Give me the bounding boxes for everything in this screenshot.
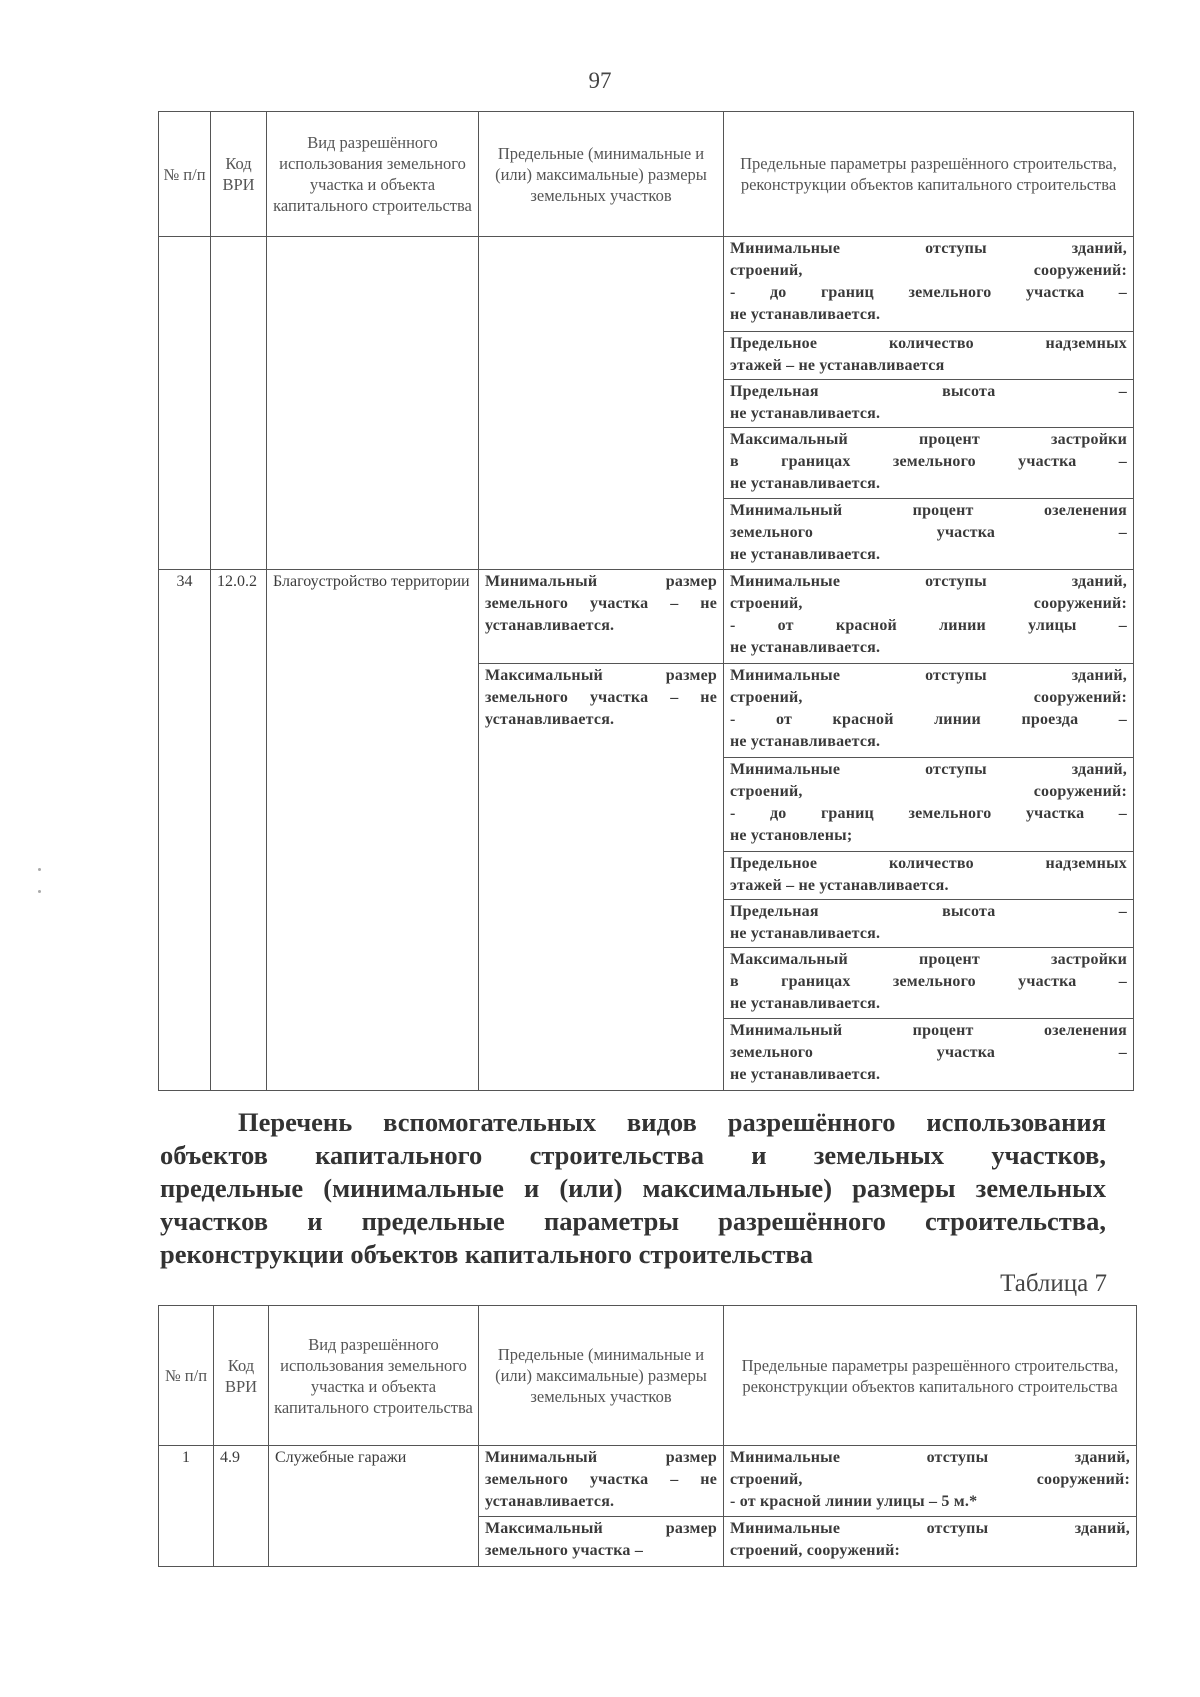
header-code: Код ВРИ <box>211 112 267 237</box>
param-cell <box>724 852 1134 900</box>
param-cell <box>724 948 1134 1019</box>
plot-min-size: Минимальный размер земельного участка – не устанавливается. <box>479 1446 724 1517</box>
row-use-type: Благоустройство территории <box>267 570 479 1091</box>
header-use-type: Вид разрешённого использования земельного участка и объекта капитального строительства <box>267 112 479 237</box>
header-params: Предельные параметры разрешённого строительства, реконструкции объектов капитального строительства <box>724 112 1134 237</box>
section-heading-line: реконструкции объектов капитального строительства <box>160 1239 814 1269</box>
param-cell <box>724 570 1134 664</box>
param-line: Предельное количество надземных <box>730 855 1127 872</box>
param-line: строений, сооружений: <box>730 783 1127 800</box>
param-cell <box>724 664 1134 758</box>
table-7 <box>158 1305 1137 1567</box>
param-line: - от красной линии улицы – <box>730 617 1127 634</box>
table-caption: Таблица 7 <box>1000 1270 1107 1297</box>
param-line: Предельное количество надземных <box>730 335 1127 352</box>
header-use-type: Вид разрешённого использования земельного участка и объекта капитального строительства <box>269 1306 479 1446</box>
param-line: строений, сооружений: <box>730 689 1127 706</box>
param-line: в границах земельного участка – <box>730 453 1127 470</box>
param-line: Минимальные отступы зданий, <box>730 761 1127 778</box>
param-line: Минимальный процент озеленения <box>730 502 1127 519</box>
header-num: № п/п <box>159 112 211 237</box>
param-line: Минимальные отступы зданий, <box>730 240 1127 257</box>
scan-speck <box>38 868 41 871</box>
param-cell <box>724 900 1134 948</box>
row-code: 4.9 <box>214 1446 269 1567</box>
header-params: Предельные параметры разрешённого строительства, реконструкции объектов капитального строительства <box>724 1306 1137 1446</box>
header-num: № п/п <box>159 1306 214 1446</box>
param-line: Предельная высота – <box>730 383 1127 400</box>
param-line: этажей – не устанавливается <box>730 357 945 374</box>
param-line: строений, сооружений: <box>730 1542 901 1559</box>
param-line: не устанавливается. <box>730 925 881 942</box>
header-code: Код ВРИ <box>214 1306 269 1446</box>
param-line: не устанавливается. <box>730 1066 881 1083</box>
section-heading-line: объектов капитального строительства и земельных участков, <box>160 1140 1106 1170</box>
param-cell <box>724 332 1134 380</box>
param-line: строений, сооружений: <box>730 262 1127 279</box>
row-use-type: Служебные гаражи <box>269 1446 479 1567</box>
param-cell <box>724 380 1134 428</box>
param-cell <box>724 758 1134 852</box>
param-line: не устанавливается. <box>730 475 881 492</box>
param-line: - от красной линии улицы – 5 м.* <box>730 1493 978 1510</box>
param-line: Минимальные отступы зданий, <box>730 573 1127 590</box>
row-number: 1 <box>159 1446 214 1567</box>
param-line: - от красной линии проезда – <box>730 711 1127 728</box>
param-line: в границах земельного участка – <box>730 973 1127 990</box>
section-heading <box>160 1106 1106 1271</box>
param-line: не устанавливается. <box>730 306 881 323</box>
param-line: Максимальный процент застройки <box>730 431 1127 448</box>
param-cell <box>724 1019 1134 1091</box>
param-line: Минимальный процент озеленения <box>730 1022 1127 1039</box>
param-line: не устанавливается. <box>730 405 881 422</box>
row-number: 34 <box>159 570 211 1091</box>
plot-max-size: Максимальный размер земельного участка – <box>479 1517 724 1567</box>
row-code: 12.0.2 <box>211 570 267 1091</box>
section-heading-line: участков и предельные параметры разрешённого строительства, <box>160 1206 1106 1236</box>
param-line: Предельная высота – <box>730 903 1127 920</box>
page-number: 97 <box>588 68 612 93</box>
section-heading-line: предельные (минимальные и (или) максимальные) размеры земельных <box>160 1173 1106 1203</box>
param-line: земельного участка – <box>730 524 1127 541</box>
section-heading-line: Перечень вспомогательных видов разрешённого использования <box>238 1107 1106 1137</box>
regulations-table-continued <box>158 111 1134 1091</box>
param-cell <box>724 1446 1137 1517</box>
param-line: земельного участка – <box>730 1044 1127 1061</box>
param-line: Минимальные отступы зданий, <box>730 667 1127 684</box>
param-line: не устанавливается. <box>730 733 881 750</box>
header-plot-sizes: Предельные (минимальные и (или) максимальные) размеры земельных участков <box>479 112 724 237</box>
param-line: строений, сооружений: <box>730 595 1127 612</box>
param-line: этажей – не устанавливается. <box>730 877 949 894</box>
param-line: не устанавливается. <box>730 995 881 1012</box>
param-cell <box>724 237 1134 332</box>
param-line: - до границ земельного участка – <box>730 284 1127 301</box>
param-line: строений, сооружений: <box>730 1471 1130 1488</box>
param-line: Минимальные отступы зданий, <box>730 1520 1130 1537</box>
param-line: Максимальный процент застройки <box>730 951 1127 968</box>
plot-min-size: Минимальный размер земельного участка – не устанавливается. <box>479 570 724 664</box>
param-cell <box>724 499 1134 570</box>
scan-speck <box>38 890 41 893</box>
plot-max-size: Максимальный размер земельного участка – не устанавливается. <box>479 664 724 1091</box>
param-cell <box>724 1517 1137 1567</box>
param-line: не устанавливается. <box>730 546 881 563</box>
header-plot-sizes: Предельные (минимальные и (или) максимальные) размеры земельных участков <box>479 1306 724 1446</box>
param-line: - до границ земельного участка – <box>730 805 1127 822</box>
param-cell <box>724 428 1134 499</box>
param-line: не устанавливается. <box>730 639 881 656</box>
param-line: не установлены; <box>730 827 853 844</box>
param-line: Минимальные отступы зданий, <box>730 1449 1130 1466</box>
